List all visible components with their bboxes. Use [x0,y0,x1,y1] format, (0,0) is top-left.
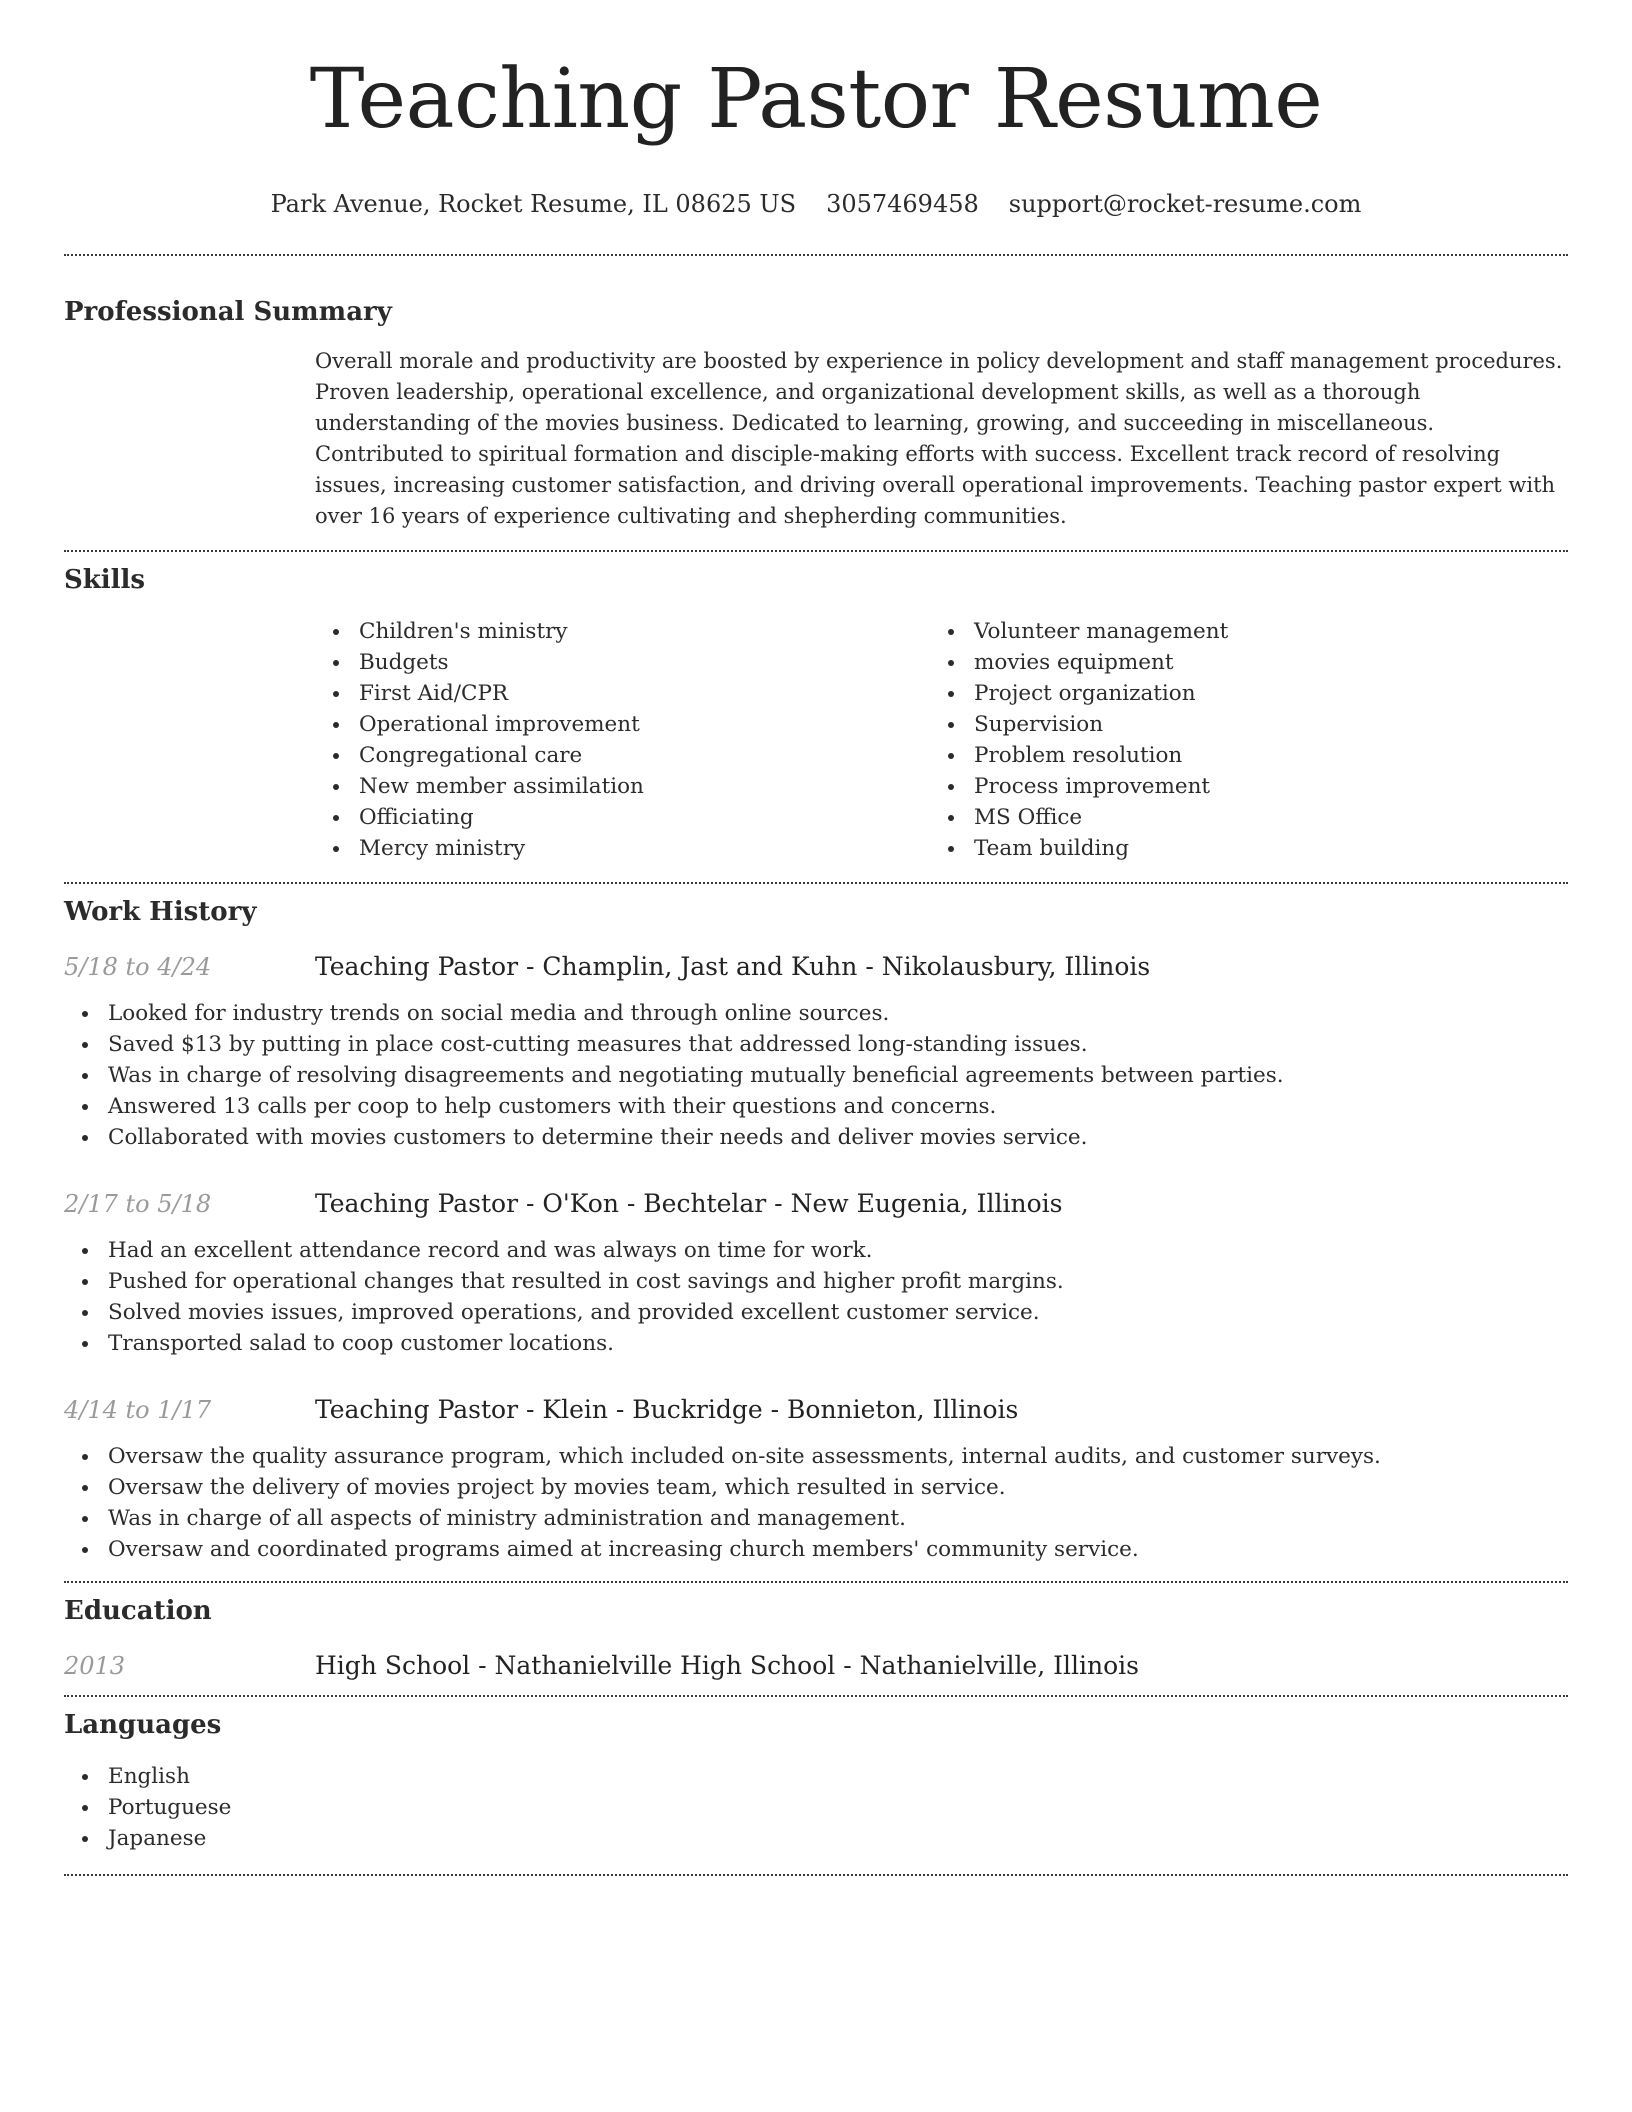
job-title: Teaching Pastor - O'Kon - Bechtelar - New Eugenia, Illinois [315,1189,1063,1218]
section-title-skills: Skills [64,565,146,595]
job-bullet: Answered 13 calls per coop to help customers with their questions and concerns. [108,1091,1568,1122]
job-bullet: Pushed for operational changes that resulted in cost savings and higher profit margins. [108,1266,1568,1297]
contact-phone: 3057469458 [826,190,979,218]
language-item: Portuguese [108,1792,1568,1823]
job-title: Teaching Pastor - Champlin, Jast and Kuhn - Nikolausbury, Illinois [315,952,1151,981]
language-item: Japanese [108,1823,1568,1854]
job-bullet: Looked for industry trends on social media and through online sources. [108,998,1568,1029]
skill-item: Children's ministry [359,616,930,647]
contact-line [64,188,1568,220]
divider [64,1581,1568,1583]
skill-item: New member assimilation [359,771,930,802]
divider [64,550,1568,552]
job-bullet: Had an excellent attendance record and was always on time for work. [108,1235,1568,1266]
skill-item: Problem resolution [974,740,1545,771]
job-bullet: Was in charge of resolving disagreements and negotiating mutually beneficial agreements between parties. [108,1060,1568,1091]
resume-title: Teaching Pastor Resume [309,52,1323,147]
job-bullet: Was in charge of all aspects of ministry administration and management. [108,1503,1568,1534]
work-history-section [64,894,1568,1565]
education-year: 2013 [64,1652,126,1680]
divider [64,882,1568,884]
contact-address: Park Avenue, Rocket Resume, IL 08625 US [270,190,797,218]
skills-section [64,562,1568,864]
job-bullet: Transported salad to coop customer locations. [108,1328,1568,1359]
education-section [64,1593,1568,1683]
job-dates: 4/14 to 1/17 [64,1396,212,1424]
skill-item: Volunteer management [974,616,1545,647]
skill-item: First Aid/CPR [359,678,930,709]
job-bullet: Saved $13 by putting in place cost-cutting measures that addressed long-standing issues. [108,1029,1568,1060]
language-item: English [108,1761,1568,1792]
skill-item: Team building [974,833,1545,864]
skill-item: Officiating [359,802,930,833]
job-dates: 5/18 to 4/24 [64,953,212,981]
job-bullet: Collaborated with movies customers to determine their needs and deliver movies service. [108,1122,1568,1153]
divider [64,1695,1568,1697]
skills-column-right [930,616,1545,864]
languages-list [64,1761,1568,1854]
summary-section [64,294,1568,532]
section-title-education: Education [64,1596,212,1626]
skill-item: Project organization [974,678,1545,709]
job-bullet: Oversaw the delivery of movies project by movies team, which resulted in service. [108,1472,1568,1503]
job-bullet: Solved movies issues, improved operations, and provided excellent customer service. [108,1297,1568,1328]
section-title-summary: Professional Summary [64,297,392,327]
divider [64,1874,1568,1876]
skill-item: Operational improvement [359,709,930,740]
skill-item: Supervision [974,709,1545,740]
section-title-work: Work History [64,897,257,927]
divider [64,254,1568,256]
skill-item: Budgets [359,647,930,678]
job-bullet: Oversaw the quality assurance program, which included on-site assessments, internal audits, and customer surveys. [108,1441,1568,1472]
job-bullets [64,1441,1568,1565]
contact-email: support@rocket-resume.com [1008,190,1362,218]
section-title-languages: Languages [64,1710,222,1740]
job-entry [64,1187,1568,1359]
skill-item: Process improvement [974,771,1545,802]
job-dates: 2/17 to 5/18 [64,1190,212,1218]
skills-columns [315,616,1568,864]
job-entry [64,950,1568,1153]
education-detail: High School - Nathanielville High School - Nathanielville, Illinois [315,1651,1139,1680]
education-entry [64,1649,1568,1683]
skill-item: MS Office [974,802,1545,833]
summary-text: Overall morale and productivity are boosted by experience in policy development and staff management procedures. Proven leadership, operational excellence, and organizational development skills, as well as a thorough understanding of the movies business. Dedicated to learning, growing, and succeeding in miscellaneous. Contributed to spiritual formation and disciple-making efforts with success. Excellent track record of resolving issues, increasing customer satisfaction, and driving overall operational improvements. Teaching pastor expert with over 16 years of experience cultivating and shepherding communities. [315,349,1563,528]
skill-item: movies equipment [974,647,1545,678]
job-bullets [64,998,1568,1153]
skills-column-left [315,616,930,864]
skill-item: Congregational care [359,740,930,771]
resume-page [64,0,1568,1876]
job-title: Teaching Pastor - Klein - Buckridge - Bonnieton, Illinois [315,1395,1019,1424]
job-entry [64,1393,1568,1565]
skill-item: Mercy ministry [359,833,930,864]
job-bullet: Oversaw and coordinated programs aimed at increasing church members' community service. [108,1534,1568,1565]
languages-section [64,1707,1568,1854]
job-bullets [64,1235,1568,1359]
